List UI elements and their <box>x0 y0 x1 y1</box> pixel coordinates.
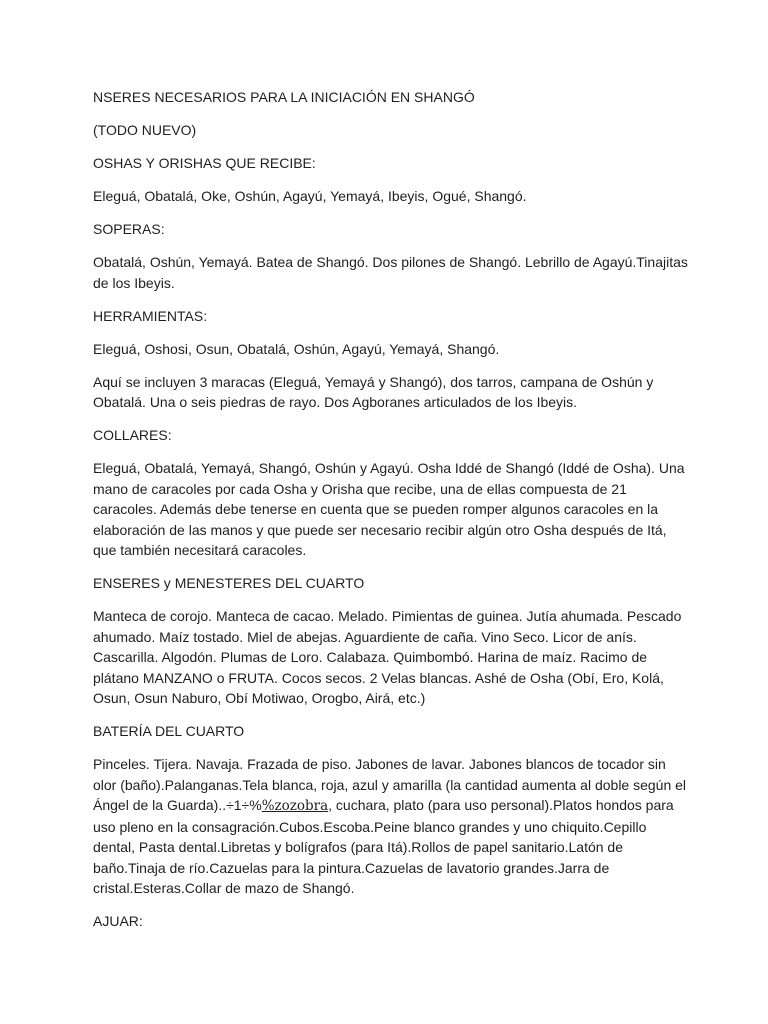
collares-text: Eleguá, Obatalá, Yemayá, Shangó, Oshún y Agayú. Osha Iddé de Shangó (Iddé de Osha). Una mano de caracoles por cada Osha y Orisha que recibe, una de ellas compuesta de 21 caracoles. Además debe tenerse en cuenta que se pueden romper algunos caracoles en la elaboración de las manos y que puede ser necesario recibir algún otro Osha después de Itá, que también necesitará caracoles. <box>93 460 685 558</box>
document-body <box>93 87 691 944</box>
bateria-text-part-c: , cuchara, plato (para uso personal).Platos hondos para uso pleno en la consagración.Cubos.Escoba.Peine blanco grandes y uno chiquito.Cepillo dental, Pasta dental.Libretas y bolígrafos (para Itá).Rollos de papel sanitario.Latón de baño.Tinaja de río.Cazuelas para la pintura.Cazuelas de lavatorio grandes.Jarra de cristal.Esteras.Collar de mazo de Shangó. <box>93 797 674 896</box>
document-subtitle: (TODO NUEVO) <box>93 122 197 138</box>
herramientas-heading: HERRAMIENTAS: <box>93 307 208 324</box>
oshas-heading: OSHAS Y ORISHAS QUE RECIBE: <box>93 155 316 171</box>
soperas-heading: SOPERAS: <box>93 221 165 237</box>
herramientas-text: Eleguá, Oshosi, Osun, Obatalá, Oshún, Agayú, Yemayá, Shangó. <box>93 340 500 357</box>
ajuar-heading: AJUAR: <box>93 913 143 929</box>
collares-heading: COLLARES: <box>93 427 172 443</box>
bateria-heading: BATERÍA DEL CUARTO <box>93 723 245 739</box>
document-title: NSERES NECESARIOS PARA LA INICIACIÓN EN SHANGÓ <box>93 89 475 105</box>
bateria-text-link: %zozobra <box>261 798 329 814</box>
herramientas-extra: Aquí se incluyen 3 maracas (Eleguá, Yemayá y Shangó), dos tarros, campana de Oshún y Obatalá. Una o seis piedras de rayo. Dos Agboranes articulados de los Ibeyis. <box>93 373 654 410</box>
bateria-text <box>93 754 691 899</box>
oshas-list: Eleguá, Obatalá, Oke, Oshún, Agayú, Yemayá, Ibeyis, Ogué, Shangó. <box>93 188 527 204</box>
bateria-text-part-a: Pinceles. Tijera. Navaja. Frazada de piso. Jabones de lavar. Jabones blancos de tocador sin olor (baño).Palanganas.Tela blanca, roja, azul y amarilla (la cantidad aumenta al doble según el Ángel de la Guarda)..÷1÷% <box>93 756 687 813</box>
soperas-text: Obatalá, Oshún, Yemayá. Batea de Shangó. Dos pilones de Shangó. Lebrillo de Agayú.Tinajitas de los Ibeyis. <box>93 254 688 291</box>
enseres-text: Manteca de corojo. Manteca de cacao. Melado. Pimientas de guinea. Jutía ahumada. Pescado ahumado. Maíz tostado. Miel de abejas. Aguardiente de caña. Vino Seco. Licor de anís. Cascarilla. Algodón. Plumas de Loro. Calabaza. Quimbombó. Harina de maíz. Racimo de plátano MANZANO o FRUTA. Cocos secos. 2 Velas blancas. Ashé de Osha (Obí, Ero, Kolá, Osun, Osun Naburo, Obí Motiwao, Orogbo, Airá, etc.) <box>93 608 682 706</box>
enseres-heading: ENSERES y MENESTERES DEL CUARTO <box>93 575 365 591</box>
